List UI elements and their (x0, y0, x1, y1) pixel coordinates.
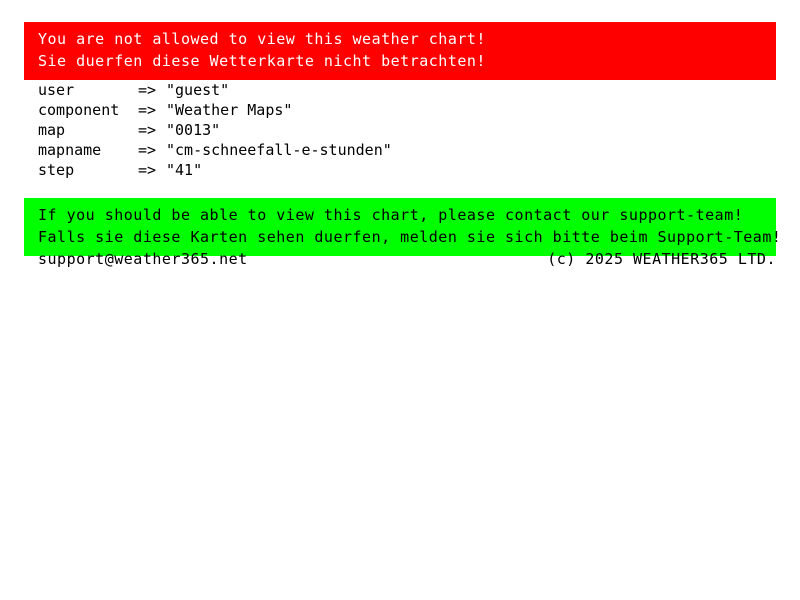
param-value: "41" (166, 161, 203, 179)
error-message-en: You are not allowed to view this weather chart! (38, 30, 486, 48)
param-key: user (38, 81, 75, 99)
support-email-link[interactable]: support@weather365.net (38, 250, 248, 268)
param-arrow: => (138, 161, 157, 179)
param-row (38, 80, 392, 100)
param-arrow: => (138, 141, 157, 159)
param-arrow: => (138, 121, 157, 139)
param-key: component (38, 101, 120, 119)
param-value: "Weather Maps" (166, 101, 293, 119)
request-parameters (38, 80, 392, 180)
param-key: step (38, 161, 75, 179)
param-arrow: => (138, 81, 157, 99)
error-banner (24, 22, 776, 80)
param-row (38, 100, 392, 120)
param-value: "guest" (166, 81, 230, 99)
param-row (38, 140, 392, 160)
error-message-de: Sie duerfen diese Wetterkarte nicht betrachten! (38, 52, 486, 70)
param-key: mapname (38, 141, 102, 159)
support-message-de: Falls sie diese Karten sehen duerfen, melden sie sich bitte beim Support-Team! (38, 228, 782, 246)
param-value: "cm-schneefall-e-stunden" (166, 141, 392, 159)
param-value: "0013" (166, 121, 221, 139)
support-message-en: If you should be able to view this chart, please contact our support-team! (38, 206, 744, 224)
param-arrow: => (138, 101, 157, 119)
param-row (38, 160, 392, 180)
param-key: map (38, 121, 66, 139)
param-row (38, 120, 392, 140)
footer (38, 250, 776, 268)
copyright-text: (c) 2025 WEATHER365 LTD. (547, 250, 776, 268)
support-banner (24, 198, 782, 256)
